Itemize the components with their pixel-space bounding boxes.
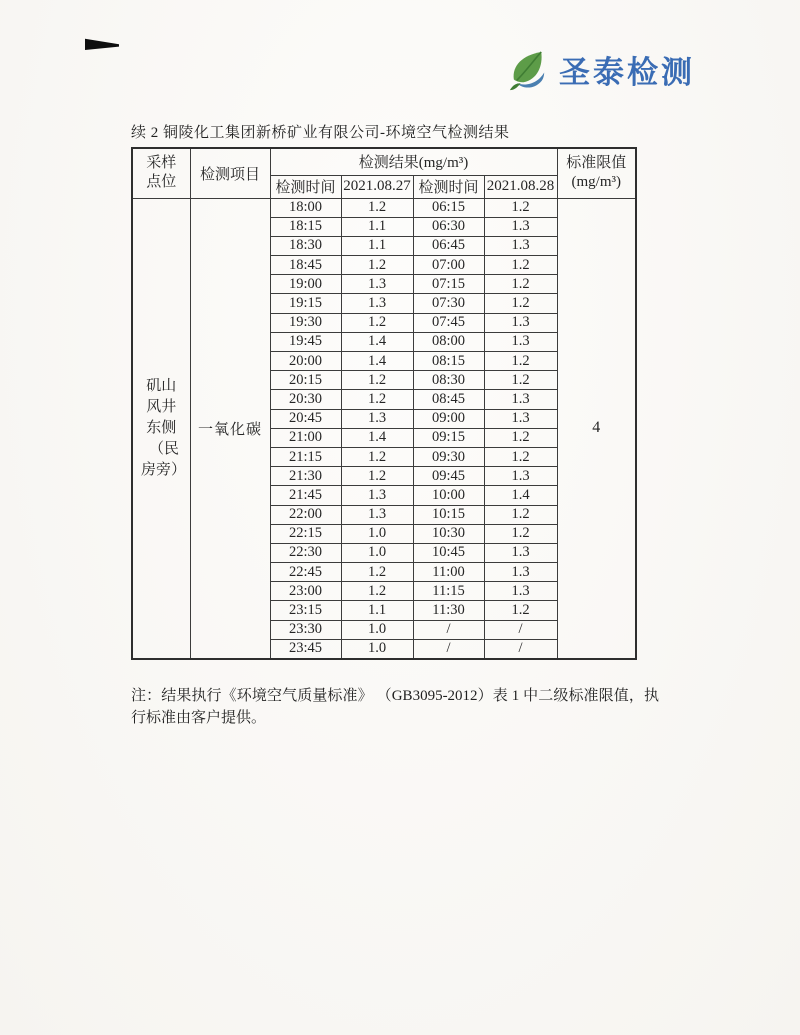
result-cell: 1.2	[341, 582, 413, 601]
time-cell: 10:15	[413, 505, 484, 524]
time-cell: 22:30	[270, 543, 341, 562]
result-cell: 1.2	[341, 563, 413, 582]
result-cell: 1.1	[341, 236, 413, 255]
result-cell: 1.4	[484, 486, 557, 505]
company-logo	[505, 49, 695, 96]
time-cell: 08:15	[413, 352, 484, 371]
time-cell: 22:45	[270, 563, 341, 582]
result-cell: 1.2	[484, 275, 557, 294]
logo-text: 圣泰检测	[559, 55, 695, 90]
result-cell: 1.3	[484, 563, 557, 582]
result-cell: 1.2	[484, 352, 557, 371]
result-cell: 1.2	[484, 256, 557, 275]
time-cell: 23:15	[270, 601, 341, 620]
time-cell: 23:00	[270, 582, 341, 601]
time-cell: 21:00	[270, 428, 341, 447]
note-text: 注：结果执行《环境空气质量标准》 （GB3095-2012）表 1 中二级标准限值，执行标准由客户提供。	[131, 688, 659, 726]
result-cell: 1.0	[341, 524, 413, 543]
result-cell: 1.1	[341, 217, 413, 236]
standard-limit-cell: 4	[557, 198, 636, 659]
time-cell: 20:30	[270, 390, 341, 409]
time-cell: /	[413, 620, 484, 639]
header-sampling-point-line: 点位	[146, 174, 177, 191]
time-cell: 08:30	[413, 371, 484, 390]
sampling-point-line: 矶山	[146, 377, 177, 394]
result-cell: 1.4	[341, 332, 413, 351]
sampling-point-line: 房旁）	[141, 461, 187, 478]
header-result-group: 检测结果(mg/m³)	[270, 148, 557, 175]
time-cell: 22:15	[270, 524, 341, 543]
time-cell: 23:45	[270, 639, 341, 658]
result-cell: 1.2	[341, 256, 413, 275]
result-cell: 1.3	[341, 275, 413, 294]
result-cell: 1.3	[484, 236, 557, 255]
header-date-1: 2021.08.27	[341, 175, 413, 198]
time-cell: 11:00	[413, 563, 484, 582]
result-cell: 1.2	[484, 505, 557, 524]
result-cell: /	[484, 620, 557, 639]
result-cell: 1.4	[341, 352, 413, 371]
leaf-logo-icon	[505, 49, 552, 96]
time-cell: 10:00	[413, 486, 484, 505]
time-cell: 20:15	[270, 371, 341, 390]
time-cell: 21:15	[270, 447, 341, 466]
result-cell: 1.2	[484, 198, 557, 217]
result-cell: 1.3	[484, 409, 557, 428]
result-cell: 1.3	[341, 294, 413, 313]
result-cell: 1.0	[341, 639, 413, 658]
result-cell: 1.3	[341, 409, 413, 428]
result-cell: 1.3	[484, 467, 557, 486]
time-cell: 19:15	[270, 294, 341, 313]
result-cell: 1.0	[341, 620, 413, 639]
header-standard-limit-line: (mg/m³)	[571, 174, 621, 191]
time-cell: 07:15	[413, 275, 484, 294]
time-cell: 07:00	[413, 256, 484, 275]
result-cell: 1.3	[484, 582, 557, 601]
result-cell: 1.3	[484, 332, 557, 351]
scan-corner-mark	[85, 38, 119, 50]
time-cell: 19:00	[270, 275, 341, 294]
time-cell: 18:45	[270, 256, 341, 275]
time-cell: 21:45	[270, 486, 341, 505]
result-cell: 1.2	[341, 198, 413, 217]
test-item-cell: 一氧化碳	[190, 198, 270, 659]
table-row	[132, 198, 636, 217]
header-time-2: 检测时间	[413, 175, 484, 198]
result-cell: 1.2	[341, 467, 413, 486]
time-cell: 06:30	[413, 217, 484, 236]
result-cell: 1.3	[484, 543, 557, 562]
time-cell: 10:30	[413, 524, 484, 543]
header-standard-limit	[557, 148, 636, 198]
result-cell: 1.4	[341, 428, 413, 447]
time-cell: 08:00	[413, 332, 484, 351]
result-cell: 1.3	[341, 486, 413, 505]
result-cell: 1.2	[341, 447, 413, 466]
result-cell: 1.0	[341, 543, 413, 562]
time-cell: /	[413, 639, 484, 658]
header-time-1: 检测时间	[270, 175, 341, 198]
time-cell: 09:00	[413, 409, 484, 428]
result-cell: 1.2	[341, 390, 413, 409]
sampling-point-cell	[132, 198, 190, 659]
time-cell: 07:45	[413, 313, 484, 332]
result-cell: 1.2	[484, 428, 557, 447]
result-cell: 1.2	[341, 313, 413, 332]
result-cell: 1.1	[341, 601, 413, 620]
time-cell: 10:45	[413, 543, 484, 562]
header-date-2: 2021.08.28	[484, 175, 557, 198]
result-cell: /	[484, 639, 557, 658]
time-cell: 09:15	[413, 428, 484, 447]
time-cell: 23:30	[270, 620, 341, 639]
header-sampling-point-line: 采样	[146, 155, 177, 172]
time-cell: 20:45	[270, 409, 341, 428]
result-cell: 1.3	[484, 390, 557, 409]
sampling-point-line: 风井	[146, 398, 177, 415]
time-cell: 11:15	[413, 582, 484, 601]
time-cell: 07:30	[413, 294, 484, 313]
header-standard-limit-line: 标准限值	[566, 155, 627, 172]
time-cell: 08:45	[413, 390, 484, 409]
time-cell: 06:15	[413, 198, 484, 217]
time-cell: 19:45	[270, 332, 341, 351]
time-cell: 11:30	[413, 601, 484, 620]
result-cell: 1.2	[484, 294, 557, 313]
time-cell: 18:15	[270, 217, 341, 236]
result-cell: 1.2	[484, 371, 557, 390]
result-cell: 1.3	[484, 217, 557, 236]
time-cell: 22:00	[270, 505, 341, 524]
sampling-point-line: （民	[149, 440, 180, 457]
result-cell: 1.3	[484, 313, 557, 332]
result-cell: 1.3	[341, 505, 413, 524]
header-sampling-point	[132, 148, 190, 198]
result-cell: 1.2	[484, 447, 557, 466]
result-cell: 1.2	[484, 601, 557, 620]
page-title: 续 2 铜陵化工集团新桥矿业有限公司-环境空气检测结果	[131, 125, 510, 141]
time-cell: 19:30	[270, 313, 341, 332]
time-cell: 09:45	[413, 467, 484, 486]
header-test-item: 检测项目	[190, 148, 270, 198]
time-cell: 20:00	[270, 352, 341, 371]
result-cell: 1.2	[341, 371, 413, 390]
sampling-point-line: 东侧	[146, 419, 177, 436]
result-cell: 1.2	[484, 524, 557, 543]
time-cell: 18:30	[270, 236, 341, 255]
results-table	[131, 147, 637, 660]
header-row-1	[132, 148, 636, 175]
time-cell: 06:45	[413, 236, 484, 255]
time-cell: 21:30	[270, 467, 341, 486]
time-cell: 18:00	[270, 198, 341, 217]
time-cell: 09:30	[413, 447, 484, 466]
